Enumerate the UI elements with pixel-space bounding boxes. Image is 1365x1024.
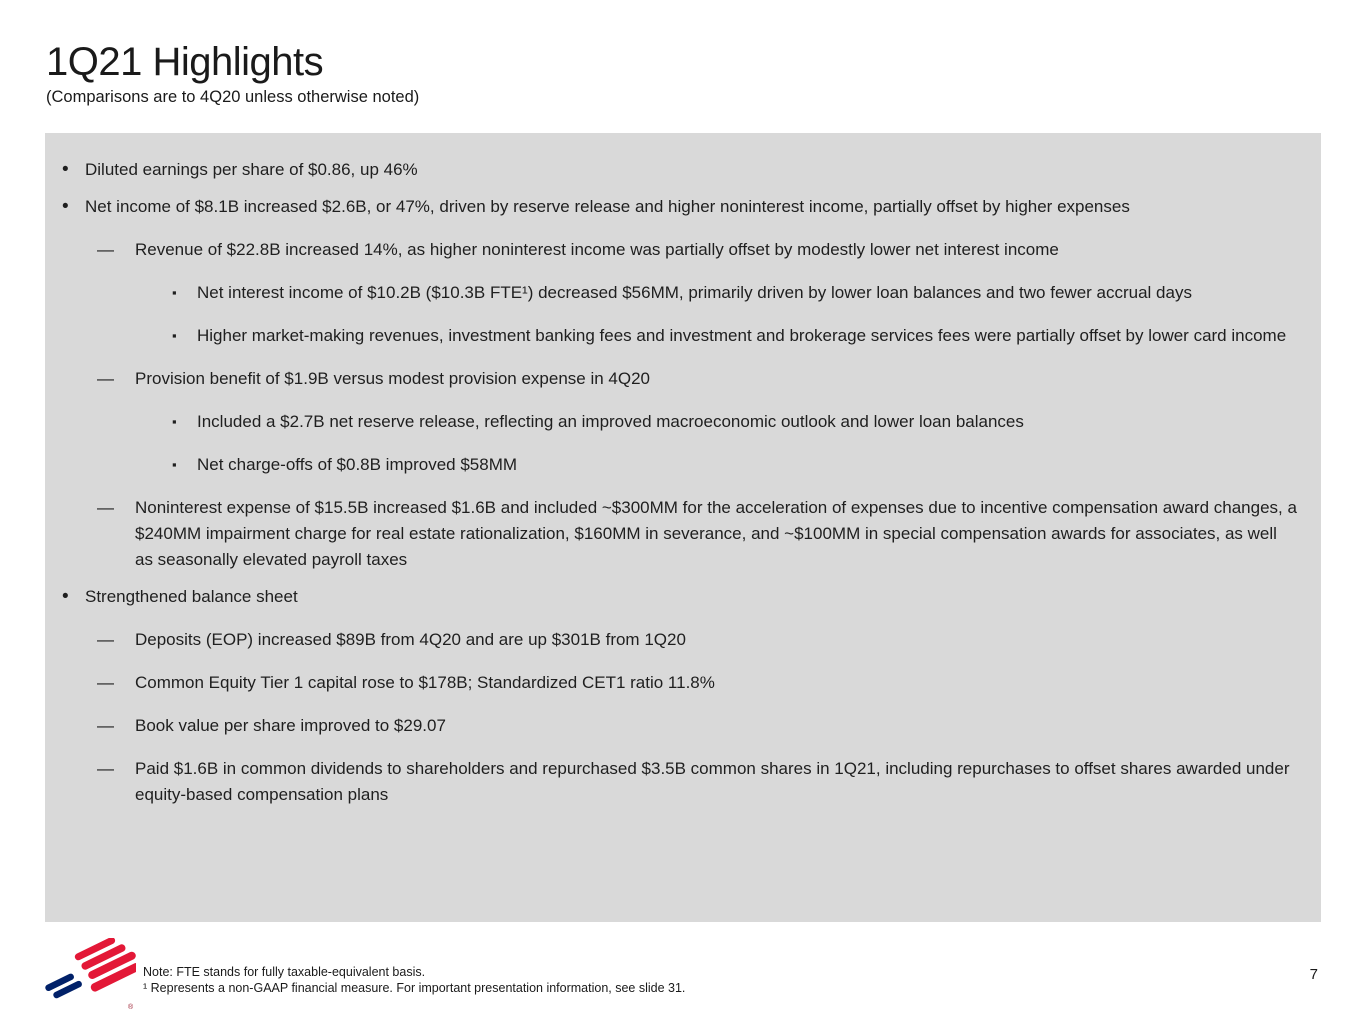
dash-icon: — [97,369,114,388]
list-item-text: Deposits (EOP) increased $89B from 4Q20 and are up $301B from 1Q20 [135,630,686,649]
square-icon: ▪ [172,457,177,472]
title-block [46,40,419,108]
list-item-text: Diluted earnings per share of $0.86, up 46% [85,160,418,179]
dash-icon: — [97,630,114,649]
page-subtitle: (Comparisons are to 4Q20 unless otherwise noted) [46,88,420,106]
list-item [45,194,1299,220]
content-panel [45,133,1321,922]
bullet-icon: • [62,586,69,607]
list-item-text: Book value per share improved to $29.07 [135,716,446,735]
list-item [45,323,1299,349]
dash-icon: — [97,498,114,517]
list-item [45,670,1299,696]
list-item [45,409,1299,435]
list-item [45,756,1299,808]
list-item-text: Net interest income of $10.2B ($10.3B FTE¹) decreased $56MM, primarily driven by lower loan balances and two fewer accrual days [197,283,1192,302]
list-item-text: Strengthened balance sheet [85,587,298,606]
dash-icon: — [97,716,114,735]
list-item-text: Included a $2.7B net reserve release, reflecting an improved macroeconomic outlook and lower loan balances [197,412,1024,431]
square-icon: ▪ [172,328,177,343]
footer [0,936,1365,1024]
footer-note-line1: Note: FTE stands for fully taxable-equivalent basis. [143,965,426,979]
page-number: 7 [1309,966,1318,983]
list-item [45,584,1299,610]
dash-icon: — [97,673,114,692]
list-item [45,452,1299,478]
bullet-icon: • [62,159,69,180]
list-item-text: Paid $1.6B in common dividends to shareholders and repurchased $3.5B common shares in 1Q21, including repurchases to offset shares awarded under equity-based compensation plans [135,759,1290,804]
bank-of-america-logo [44,938,136,1017]
list-item-text: Higher market-making revenues, investment banking fees and investment and brokerage services fees were partially offset by lower card income [197,326,1287,345]
dash-icon: — [97,240,114,259]
list-item [45,157,1299,183]
footer-notes [143,964,685,996]
bank-of-america-flag-icon [44,938,136,1012]
square-icon: ▪ [172,414,177,429]
list-item [45,237,1299,263]
bullet-icon: • [62,196,69,217]
list-item [45,495,1299,573]
list-item-text: Provision benefit of $1.9B versus modest provision expense in 4Q20 [135,369,651,388]
list-item-text: Noninterest expense of $15.5B increased $1.6B and included ~$300MM for the acceleration of expenses due to incentive compensation award changes, a $240MM impairment charge for real estate rationalization, $160MM in severance, and ~$100MM in special compensation awards for associates, as well as seasonally elevated payroll taxes [135,498,1297,569]
dash-icon: — [97,759,114,778]
list-item [45,627,1299,653]
page-title: 1Q21 Highlights [46,40,324,84]
list-item-text: Net charge-offs of $0.8B improved $58MM [197,455,518,474]
list-item-text: Net income of $8.1B increased $2.6B, or 47%, driven by reserve release and higher noninterest income, partially offset by higher expenses [85,197,1130,216]
list-item [45,366,1299,392]
square-icon: ▪ [172,285,177,300]
registered-mark: ® [128,1004,134,1011]
list-item [45,713,1299,739]
list-item-text: Revenue of $22.8B increased 14%, as higher noninterest income was partially offset by modestly lower net interest income [135,240,1059,259]
list-item [45,280,1299,306]
footer-note-line2: ¹ Represents a non-GAAP financial measure. For important presentation information, see slide 31. [143,981,686,995]
list-item-text: Common Equity Tier 1 capital rose to $178B; Standardized CET1 ratio 11.8% [135,673,715,692]
